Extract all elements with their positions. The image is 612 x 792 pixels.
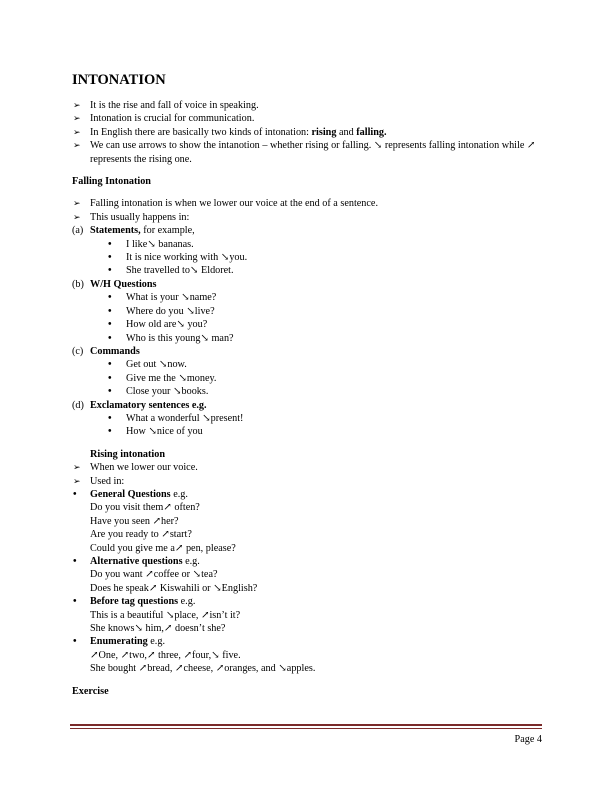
list-item: ➢ In English there are basically two kinds of intonation: rising and falling.	[72, 126, 542, 139]
section-statements: (a) Statements, for example,	[72, 225, 195, 237]
example-line: She knows↘ him,↗ doesn’t she?	[90, 623, 226, 635]
list-item: • How ↘nice of you	[126, 425, 542, 438]
wh-questions-examples	[72, 291, 542, 345]
example-line: Does he speak↗ Kiswahili or ↘English?	[90, 582, 258, 594]
example-line: She bought ↗bread, ↗cheese, ↗oranges, and ↘apples.	[90, 663, 316, 675]
list-item: ➢ We can use arrows to show the intanotion – whether rising or falling. ↘ represents falling intonation while ↗ represents the rising one.	[72, 139, 542, 166]
exclamatory-examples	[72, 412, 542, 439]
page-title: INTONATION	[72, 72, 166, 88]
list-item: ➢ It is the rise and fall of voice in speaking.	[72, 99, 542, 112]
example-line: ↗One, ↗two,↗ three, ↗four,↘ five.	[90, 649, 241, 661]
list-item: ➢ When we lower our voice.	[72, 461, 542, 474]
list-item: • I like↘ bananas.	[126, 238, 542, 251]
example-line: Could you give me a↗ pen, please?	[90, 542, 236, 554]
list-item: • Where do you ↘live?	[126, 305, 542, 318]
rising-heading: Rising intonation	[90, 448, 166, 460]
list-item: • Close your ↘books.	[126, 385, 542, 398]
rising-points	[72, 461, 542, 488]
falling-heading: Falling Intonation	[72, 176, 151, 188]
example-line: Have you seen ↗her?	[90, 515, 179, 527]
group-enumerating: • Enumerating e.g. ↗One, ↗two,↗ three, ↗four,↘ five. She bought ↗bread, ↗cheese, ↗oranges, and ↘apples.	[72, 635, 542, 675]
list-item: • What a wonderful ↘present!	[126, 412, 542, 425]
example-line: Do you want ↗coffee or ↘tea?	[90, 569, 218, 581]
list-item: • Give me the ↘money.	[126, 372, 542, 385]
list-item: ➢ Intonation is crucial for communication.	[72, 112, 542, 125]
list-item: ➢ This usually happens in:	[72, 211, 542, 224]
exercise-heading: Exercise	[72, 685, 109, 697]
group-before-tag-questions: • Before tag questions e.g. This is a beautiful ↘place, ↗isn’t it? She knows↘ him,↗ doesn’t she?	[72, 595, 542, 635]
footer-rule-thin	[70, 728, 542, 729]
intro-list	[72, 99, 542, 166]
list-item: • What is your ↘name?	[126, 291, 542, 304]
list-item: ➢ Falling intonation is when we lower our voice at the end of a sentence.	[72, 197, 542, 210]
example-line: This is a beautiful ↘place, ↗isn’t it?	[90, 609, 241, 621]
falling-points	[72, 197, 542, 224]
commands-examples	[72, 358, 542, 398]
list-item: • Who is this young↘ man?	[126, 332, 542, 345]
list-item: • How old are↘ you?	[126, 318, 542, 331]
page-content	[72, 72, 542, 698]
example-line: Do you visit them↗ often?	[90, 502, 200, 514]
group-general-questions: • General Questions e.g. Do you visit them↗ often? Have you seen ↗her? Are you ready to ↗start? Could you give me a↗ pen, please?	[72, 488, 542, 555]
list-item: • Get out ↘now.	[126, 358, 542, 371]
footer-rule	[70, 724, 542, 726]
list-item: ➢ Used in:	[72, 475, 542, 488]
page-number: Page 4	[514, 734, 542, 745]
group-alternative-questions: • Alternative questions e.g. Do you want ↗coffee or ↘tea? Does he speak↗ Kiswahili or ↘English?	[72, 555, 542, 595]
rising-groups	[72, 488, 542, 676]
statements-examples	[72, 238, 542, 278]
list-item: • She travelled to↘ Eldoret.	[126, 264, 542, 277]
list-item: • It is nice working with ↘you.	[126, 251, 542, 264]
section-wh-questions: (b) W/H Questions	[72, 278, 157, 290]
section-exclamatory: (d) Exclamatory sentences e.g.	[72, 399, 207, 411]
section-commands: (c) Commands	[72, 345, 140, 357]
example-line: Are you ready to ↗start?	[90, 529, 192, 541]
